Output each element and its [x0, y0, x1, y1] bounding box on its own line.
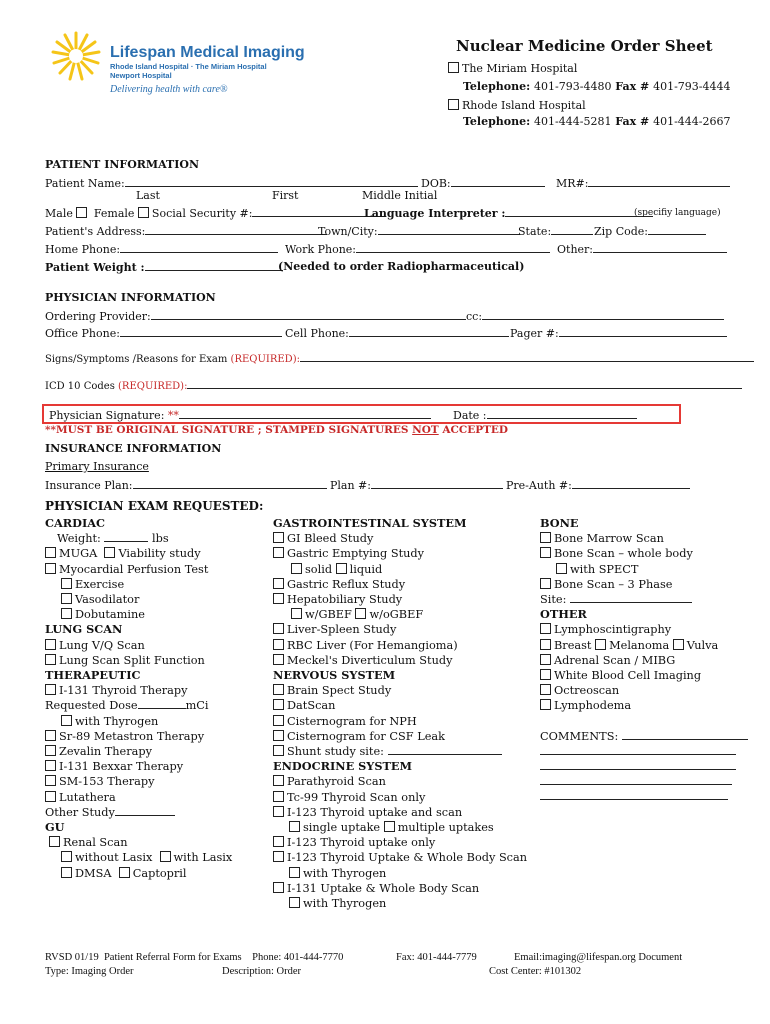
- sm153-checkbox[interactable]: [45, 775, 56, 786]
- breast-checkbox[interactable]: [540, 639, 551, 650]
- renal-checkbox[interactable]: [49, 836, 60, 847]
- pager-field[interactable]: [559, 326, 727, 337]
- icd-field[interactable]: [187, 378, 742, 389]
- brain-row: Brain Spect Study: [273, 683, 527, 698]
- signs-field[interactable]: [300, 351, 754, 362]
- label-middle: Middle Initial: [362, 189, 438, 202]
- plan-number-field[interactable]: [371, 478, 503, 489]
- cardiac-weight-row: Weight: lbs: [57, 532, 169, 546]
- vasodilator-row: Vasodilator: [45, 592, 232, 607]
- liver-spleen-row: Liver-Spleen Study: [273, 622, 527, 637]
- brain-checkbox[interactable]: [273, 684, 284, 695]
- zip-field[interactable]: [648, 224, 706, 235]
- lutathera-row: Lutathera: [45, 790, 232, 805]
- thyrogen3-row: with Thyrogen: [273, 896, 527, 911]
- renal-row: Renal Scan: [45, 835, 232, 850]
- cist-csf-checkbox[interactable]: [273, 730, 284, 741]
- zip-row: Zip Code:: [594, 224, 706, 238]
- i123-uptake-scan-row: I-123 Thyroid uptake and scan: [273, 805, 527, 820]
- interpreter-row: Language Interpreter :: [364, 206, 653, 220]
- comments-line-5[interactable]: [540, 789, 728, 800]
- patient-heading: PATIENT INFORMATION: [45, 158, 199, 171]
- captopril-checkbox[interactable]: [119, 867, 130, 878]
- page-title: Nuclear Medicine Order Sheet: [456, 37, 713, 55]
- site-row: Site:: [540, 592, 748, 607]
- plan-row: Insurance Plan:: [45, 478, 327, 492]
- bone-heading: BONE: [540, 516, 579, 530]
- comments-row: COMMENTS:: [540, 729, 748, 744]
- exam-column-2: [273, 516, 527, 911]
- wogbef-checkbox[interactable]: [355, 608, 366, 619]
- three-phase-row: Bone Scan – 3 Phase: [540, 577, 748, 592]
- dobutamine-checkbox[interactable]: [61, 608, 72, 619]
- logo-title: Lifespan Medical Imaging: [110, 44, 305, 61]
- vulva-checkbox[interactable]: [673, 639, 684, 650]
- thyrogen1-row: with Thyrogen: [45, 714, 232, 729]
- male-checkbox[interactable]: [76, 207, 87, 218]
- gbef-row: w/GBEF w/oGBEF: [273, 607, 527, 622]
- tc99-row: Tc-99 Thyroid Scan only: [273, 790, 527, 805]
- muga-checkbox[interactable]: [45, 547, 56, 558]
- insurance-plan-field[interactable]: [133, 478, 327, 489]
- lympho-sites-row: Breast Melanoma Vulva: [540, 638, 748, 653]
- wgbef-checkbox[interactable]: [291, 608, 302, 619]
- footer-type: Type: Imaging Order: [45, 966, 134, 977]
- lung-heading: LUNG SCAN: [45, 622, 123, 637]
- nervous-heading: NERVOUS SYSTEM: [273, 668, 396, 683]
- weight-row: Patient Weight :: [45, 260, 283, 274]
- cc-row: cc:: [466, 309, 724, 323]
- dob-row: DOB:: [421, 176, 545, 190]
- endocrine-heading: ENDOCRINE SYSTEM: [273, 759, 413, 774]
- rbc-checkbox[interactable]: [273, 639, 284, 650]
- solid-liquid-row: solid liquid: [273, 562, 527, 577]
- dmsa-row: DMSA Captopril: [45, 866, 232, 881]
- thyrogen2-row: with Thyrogen: [273, 866, 527, 881]
- pager-row: Pager #:: [510, 326, 727, 340]
- myocardial-row: Myocardial Perfusion Test: [45, 562, 232, 577]
- home-phone-row: Home Phone:: [45, 242, 278, 256]
- town-row: Town/City:: [318, 224, 520, 238]
- address-row: Patient's Address:: [45, 224, 327, 238]
- cell-phone-field[interactable]: [349, 326, 509, 337]
- work-phone-field[interactable]: [356, 242, 550, 253]
- gi-bleed-checkbox[interactable]: [273, 532, 284, 543]
- reflux-checkbox[interactable]: [273, 578, 284, 589]
- signature-warning: **MUST BE ORIGINAL SIGNATURE ; STAMPED SIGNATURES NOT ACCEPTED: [45, 424, 509, 436]
- label-last: Last: [136, 189, 160, 202]
- with-lasix-checkbox[interactable]: [160, 851, 171, 862]
- shunt-site-field[interactable]: [388, 744, 502, 755]
- exercise-row: Exercise: [45, 577, 232, 592]
- i131-therapy-checkbox[interactable]: [45, 684, 56, 695]
- marrow-checkbox[interactable]: [540, 532, 551, 543]
- sm153-row: SM-153 Therapy: [45, 774, 232, 789]
- i123-only-checkbox[interactable]: [273, 836, 284, 847]
- shunt-row: Shunt study site:: [273, 744, 527, 759]
- spect-checkbox[interactable]: [556, 563, 567, 574]
- exam-column-3: [540, 516, 748, 805]
- lympho-checkbox[interactable]: [540, 623, 551, 634]
- i123-only-row: I-123 Thyroid uptake only: [273, 835, 527, 850]
- lasix-row: without Lasix with Lasix: [45, 850, 232, 865]
- requested-dose-field[interactable]: [138, 698, 186, 709]
- ordering-provider-field[interactable]: [151, 309, 466, 320]
- octreo-row: Octreoscan: [540, 683, 748, 698]
- footer-description: Description: Order: [222, 966, 302, 977]
- cardiac-weight-field[interactable]: [104, 531, 148, 542]
- thyrogen1-checkbox[interactable]: [61, 715, 72, 726]
- other-phone-row: Other:: [557, 242, 727, 256]
- interpreter-field[interactable]: [505, 206, 653, 217]
- adrenal-row: Adrenal Scan / MIBG: [540, 653, 748, 668]
- preauth-field[interactable]: [572, 478, 690, 489]
- plan-number-row: Plan #:: [330, 478, 503, 492]
- tc99-checkbox[interactable]: [273, 791, 284, 802]
- footer-fax: Fax: 401-444-7779: [396, 952, 477, 963]
- meckel-row: Meckel's Diverticulum Study: [273, 653, 527, 668]
- gi-bleed-row: GI Bleed Study: [273, 531, 527, 546]
- specify-language: (specifiy language): [634, 208, 721, 218]
- office-phone-field[interactable]: [120, 326, 282, 337]
- state-field[interactable]: [551, 224, 593, 235]
- wbc-row: White Blood Cell Imaging: [540, 668, 748, 683]
- cist-nph-row: Cisternogram for NPH: [273, 714, 527, 729]
- parathyroid-checkbox[interactable]: [273, 775, 284, 786]
- vq-row: Lung V/Q Scan: [45, 638, 232, 653]
- signature-date-row: Date :: [453, 408, 637, 422]
- label-first: First: [272, 189, 299, 202]
- lymphodema-row: Lymphodema: [540, 698, 748, 713]
- shunt-checkbox[interactable]: [273, 745, 284, 756]
- liver-spleen-checkbox[interactable]: [273, 623, 284, 634]
- split-checkbox[interactable]: [45, 654, 56, 665]
- preauth-row: Pre-Auth #:: [506, 478, 690, 492]
- uptake-options-row: single uptake multiple uptakes: [273, 820, 527, 835]
- octreo-checkbox[interactable]: [540, 684, 551, 695]
- comments-field[interactable]: [622, 729, 748, 740]
- sr89-checkbox[interactable]: [45, 730, 56, 741]
- vq-checkbox[interactable]: [45, 639, 56, 650]
- logo-subtitle-1: Rhode Island Hospital · The Miriam Hospital: [110, 62, 267, 71]
- without-lasix-checkbox[interactable]: [61, 851, 72, 862]
- cc-field[interactable]: [482, 309, 724, 320]
- spect-row: with SPECT: [540, 562, 748, 577]
- split-row: Lung Scan Split Function: [45, 653, 232, 668]
- comments-line-3[interactable]: [540, 759, 736, 770]
- dobutamine-row: Dobutamine: [45, 607, 232, 622]
- dmsa-checkbox[interactable]: [61, 867, 72, 878]
- bone-whole-row: Bone Scan – whole body: [540, 546, 748, 561]
- viability-checkbox[interactable]: [104, 547, 115, 558]
- ordering-row: Ordering Provider:: [45, 309, 466, 323]
- cardiac-heading: CARDIAC: [45, 516, 105, 530]
- primary-insurance: Primary Insurance: [45, 460, 149, 473]
- multiple-uptake-checkbox[interactable]: [384, 821, 395, 832]
- sr89-row: Sr-89 Metastron Therapy: [45, 729, 232, 744]
- three-phase-checkbox[interactable]: [540, 578, 551, 589]
- reflux-row: Gastric Reflux Study: [273, 577, 527, 592]
- miriam-checkbox[interactable]: [448, 62, 459, 73]
- solid-checkbox[interactable]: [291, 563, 302, 574]
- home-phone-field[interactable]: [120, 242, 278, 253]
- address-field[interactable]: [145, 224, 327, 235]
- female-checkbox[interactable]: [138, 207, 149, 218]
- exercise-checkbox[interactable]: [61, 578, 72, 589]
- footer-email: Email:imaging@lifespan.org Document: [514, 952, 683, 963]
- rih-contact: Telephone: 401-444-5281 Fax # 401-444-2667: [463, 115, 731, 128]
- zevalin-checkbox[interactable]: [45, 745, 56, 756]
- state-row: State:: [518, 224, 593, 238]
- cist-csf-row: Cisternogram for CSF Leak: [273, 729, 527, 744]
- icd-row: ICD 10 Codes (REQUIRED):: [45, 378, 742, 392]
- other-study-row: Other Study: [45, 805, 232, 820]
- i131-whole-checkbox[interactable]: [273, 882, 284, 893]
- single-uptake-checkbox[interactable]: [289, 821, 300, 832]
- bexxar-checkbox[interactable]: [45, 760, 56, 771]
- mr-field[interactable]: [588, 176, 730, 187]
- signature-row: Physician Signature: **: [49, 408, 431, 422]
- rih-option[interactable]: Rhode Island Hospital: [448, 99, 586, 112]
- bone-whole-checkbox[interactable]: [540, 547, 551, 558]
- weight-note: (Needed to order Radiopharmaceutical): [278, 260, 525, 273]
- sex-row: Male Female Social Security #:: [45, 206, 386, 220]
- other-heading: OTHER: [540, 607, 587, 622]
- bexxar-row: I-131 Bexxar Therapy: [45, 759, 232, 774]
- liquid-checkbox[interactable]: [336, 563, 347, 574]
- thyrogen2-checkbox[interactable]: [289, 867, 300, 878]
- i123-whole-row: I-123 Thyroid Uptake & Whole Body Scan: [273, 850, 527, 865]
- logo-tagline: Delivering health with care®: [110, 84, 228, 95]
- patient-weight-field[interactable]: [145, 260, 283, 271]
- wbc-checkbox[interactable]: [540, 669, 551, 680]
- logo-subtitle-2: Newport Hospital: [110, 71, 172, 80]
- thyrogen3-checkbox[interactable]: [289, 897, 300, 908]
- work-phone-row: Work Phone:: [285, 242, 550, 256]
- other-study-field[interactable]: [115, 805, 175, 816]
- insurance-heading: INSURANCE INFORMATION: [45, 442, 222, 455]
- dob-field[interactable]: [451, 176, 545, 187]
- therapeutic-heading: THERAPEUTIC: [45, 668, 141, 683]
- marrow-row: Bone Marrow Scan: [540, 531, 748, 546]
- signature-field[interactable]: [179, 408, 431, 419]
- i131-therapy-row: I-131 Thyroid Therapy: [45, 683, 232, 698]
- miriam-contact: Telephone: 401-793-4480 Fax # 401-793-4444: [463, 80, 731, 93]
- vasodilator-checkbox[interactable]: [61, 593, 72, 604]
- hepato-row: Hepatobiliary Study: [273, 592, 527, 607]
- patient-name-row: Patient Name:: [45, 176, 418, 190]
- myocardial-checkbox[interactable]: [45, 563, 56, 574]
- sun-logo-icon: [50, 30, 102, 82]
- gu-heading: GU: [45, 820, 65, 835]
- muga-row: MUGA Viability study: [45, 546, 232, 561]
- footer-cost-center: Cost Center: #101302: [489, 966, 582, 977]
- miriam-option[interactable]: The Miriam Hospital: [448, 62, 577, 75]
- datscan-checkbox[interactable]: [273, 699, 284, 710]
- rih-checkbox[interactable]: [448, 99, 459, 110]
- other-phone-field[interactable]: [593, 242, 727, 253]
- gastric-empty-row: Gastric Emptying Study: [273, 546, 527, 561]
- town-field[interactable]: [378, 224, 520, 235]
- i131-whole-row: I-131 Uptake & Whole Body Scan: [273, 881, 527, 896]
- i123-whole-checkbox[interactable]: [273, 851, 284, 862]
- comments-line-2[interactable]: [540, 744, 736, 755]
- cell-phone-row: Cell Phone:: [285, 326, 509, 340]
- zevalin-row: Zevalin Therapy: [45, 744, 232, 759]
- i123-uptake-scan-checkbox[interactable]: [273, 806, 284, 817]
- datscan-row: DatScan: [273, 698, 527, 713]
- hepato-checkbox[interactable]: [273, 593, 284, 604]
- rbc-row: RBC Liver (For Hemangioma): [273, 638, 527, 653]
- patient-name-field[interactable]: [125, 176, 418, 187]
- melanoma-checkbox[interactable]: [595, 639, 606, 650]
- office-phone-row: Office Phone:: [45, 326, 282, 340]
- parathyroid-row: Parathyroid Scan: [273, 774, 527, 789]
- signature-date-field[interactable]: [487, 408, 637, 419]
- lymphodema-checkbox[interactable]: [540, 699, 551, 710]
- cist-nph-checkbox[interactable]: [273, 715, 284, 726]
- meckel-checkbox[interactable]: [273, 654, 284, 665]
- adrenal-checkbox[interactable]: [540, 654, 551, 665]
- bone-site-field[interactable]: [570, 592, 692, 603]
- footer-line-1: RVSD 01/19 Patient Referral Form for Exams Phone: 401-444-7770: [45, 952, 344, 963]
- requested-dose-row: Requested Dose mCi: [45, 699, 209, 713]
- mr-row: MR#:: [556, 176, 730, 190]
- signs-row: Signs/Symptoms /Reasons for Exam (REQUIRED):: [45, 351, 754, 365]
- gi-heading: GASTROINTESTINAL SYSTEM: [273, 516, 467, 530]
- lympho-row: Lymphoscintigraphy: [540, 622, 748, 637]
- comments-line-4[interactable]: [540, 774, 732, 785]
- lutathera-checkbox[interactable]: [45, 791, 56, 802]
- physician-heading: PHYSICIAN INFORMATION: [45, 291, 216, 304]
- gastric-empty-checkbox[interactable]: [273, 547, 284, 558]
- exam-heading: PHYSICIAN EXAM REQUESTED:: [45, 499, 264, 513]
- exam-column-1: [45, 516, 232, 881]
